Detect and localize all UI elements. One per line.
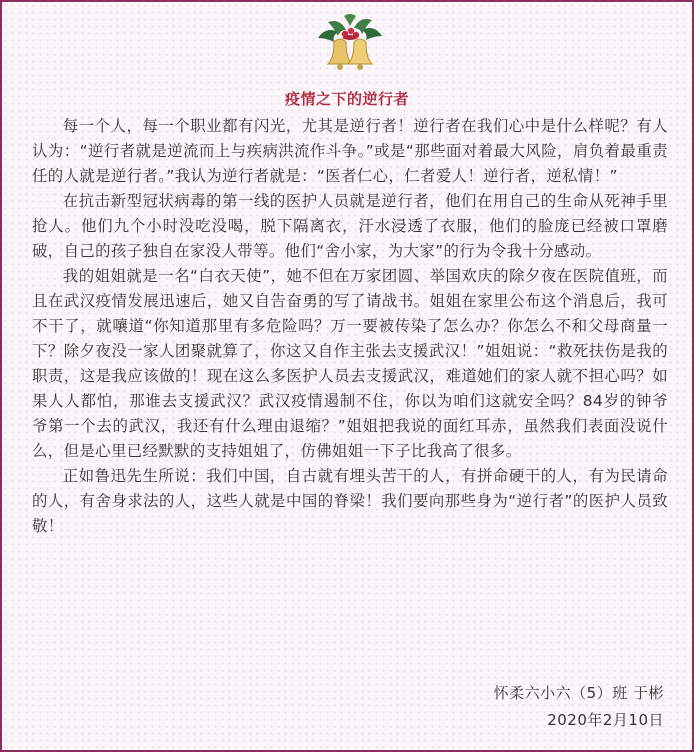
christmas-bells-icon	[312, 12, 388, 74]
paragraph-3: 我的姐姐就是一名“白衣天使”，她不但在万家团圆、举国欢庆的除夕夜在医院值班，而且在武汉疫情发展迅速后，她又自告奋勇的写了请战书。姐姐在家里公布这个消息后，我可不干了，就嚷道“你知道那里有多危险吗？万一要被传染了怎么办？你怎么不和父母商量一下？除夕夜没一家人团聚就算了，你这又自作主张去支援武汉！”姐姐说：“救死扶伤是我的职责，这是我应该做的！现在这么多医护人员去支援武汉，难道她们的家人就不担心吗？如果人人都怕，那谁去支援武汉？武汉疫情遏制不住，你以为咱们这就安全吗？84岁的钟爷爷第一个去的武汉，我还有什么理由退缩？”姐姐把我说的面红耳赤，虽然我们表面没说什么，但是心里已经默默的支持姐姐了，仿佛姐姐一下子比我高了很多。	[32, 267, 668, 460]
article-date: 2020年2月10日	[547, 711, 664, 729]
paragraph-4: 正如鲁迅先生所说：我们中国，自古就有埋头苦干的人，有拼命硬干的人，有为民请命的人，有舍身求法的人，这些人就是中国的脊梁！我们要向那些身为“逆行者”的医护人员致敬！	[32, 467, 668, 535]
paragraph-2: 在抗击新型冠状病毒的第一线的医护人员就是逆行者，他们在用自己的生命从死神手里抢人。他们九个小时没吃没喝，脱下隔离衣，汗水浸透了衣服，他们的脸庞已经被口罩磨破，自己的孩子独自在家没人带等。他们“舍小家，为大家”的行为令我十分感动。	[32, 192, 668, 260]
paragraph-1: 每一个人，每一个职业都有闪光，尤其是逆行者！逆行者在我们心中是什么样呢？有人认为：“逆行者就是逆流而上与疾病洪流作斗争。”或是“那些面对着最大风险，肩负着最重责任的人就是逆行者。”我认为逆行者就是：“医者仁心，仁者爱人！逆行者，逆私情！”	[32, 117, 668, 185]
author-signature: 怀柔六小六（5）班 于彬	[493, 684, 664, 702]
article-body	[32, 114, 668, 539]
article-title: 疫情之下的逆行者	[284, 90, 409, 108]
